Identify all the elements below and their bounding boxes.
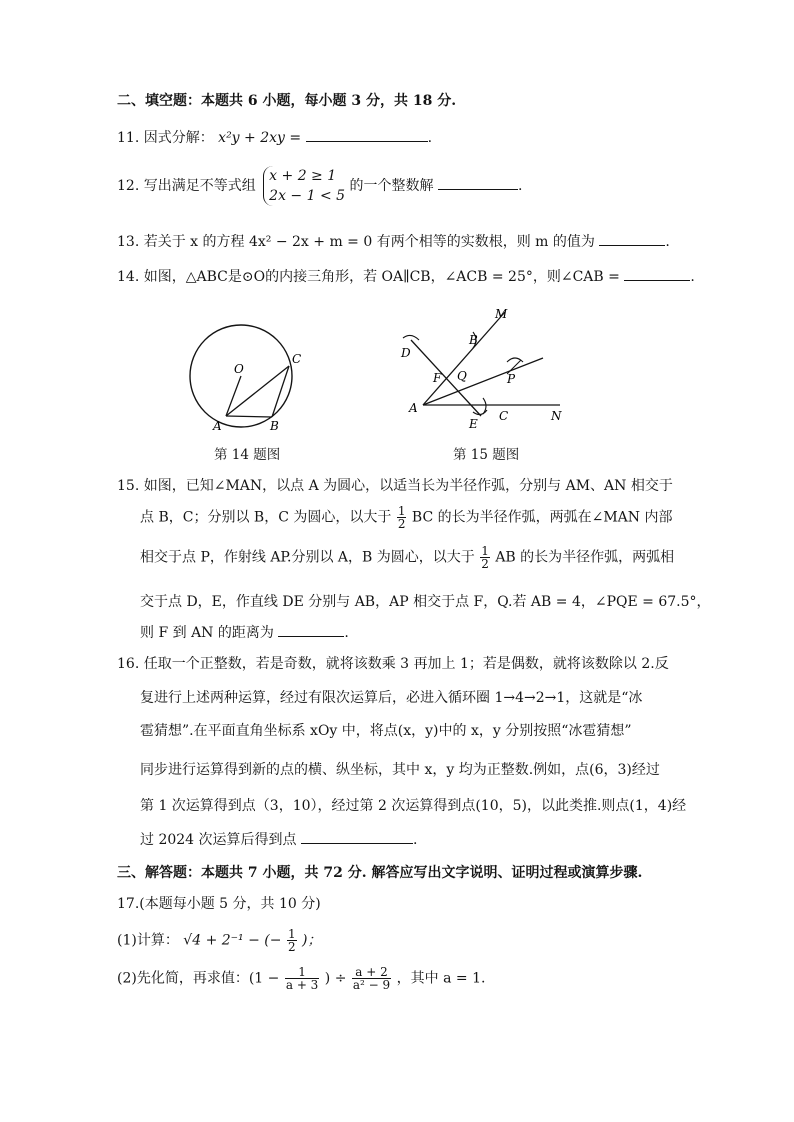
question-number: 11. <box>117 130 140 146</box>
period: . <box>344 625 349 641</box>
question-15-line-5 <box>140 622 349 642</box>
period: . <box>517 178 523 194</box>
question-15-line-3 <box>140 545 674 570</box>
segment-ab <box>226 416 272 417</box>
question-17-part-2 <box>117 966 485 991</box>
question-14 <box>117 266 695 286</box>
period: . <box>690 269 695 285</box>
label-a: A <box>213 419 222 433</box>
question-text: 则 F 到 AN 的距离为 <box>140 625 274 641</box>
question-number: 14. <box>117 269 140 285</box>
question-text-2: 的一个整数解 <box>349 178 434 194</box>
figure-15-caption: 第 15 题图 <box>453 447 520 463</box>
fraction-one-half: $\frac{1}{2}$ <box>287 927 296 954</box>
question-16-line-6 <box>140 829 417 849</box>
label-p: P <box>507 372 516 386</box>
label-c: C <box>292 352 302 366</box>
fraction-a-plus-2-over-a2-minus-9: $\frac{a + 2}{\text{a² − 9}}$ <box>352 965 391 992</box>
question-number: 15. <box>117 478 140 494</box>
inequality-system <box>263 166 345 206</box>
answer-blank[interactable] <box>624 266 690 281</box>
section-2-title: 二、填空题：本题共 6 小题，每小题 3 分，共 18 分. <box>117 93 457 109</box>
question-text: AB 的长为半径作弧，两弧相 <box>495 549 675 566</box>
period: . <box>427 130 433 146</box>
question-13 <box>117 231 670 251</box>
question-16-line-5: 第 1 次运算得到点（3，10），经过第 2 次运算得到点(10，5)，以此类推.则点(1，4)经 <box>140 798 687 814</box>
question-12 <box>117 166 522 206</box>
label-n: N <box>551 409 562 423</box>
answer-blank[interactable] <box>306 127 428 142</box>
answer-blank[interactable] <box>438 175 518 190</box>
question-text: 因式分解： <box>143 130 214 146</box>
question-text: 如图，已知∠MAN，以点 A 为圆心，以适当长为半径作弧，分别与 AM、AN 相交于 <box>143 478 673 494</box>
fraction-1-over-a-plus-3: $\frac{1}{a + 3}$ <box>285 965 319 992</box>
inequality-2: 2x − 1 < 5 <box>269 188 346 204</box>
fraction-one-half: $\frac{1}{2}$ <box>481 544 489 571</box>
question-number: 13. <box>117 234 140 250</box>
label-c: C <box>499 409 509 423</box>
question-16-line-2: 复进行上述两种运算，经过有限次运算后，必进入循环圈 1→4→2→1，这就是“冰 <box>140 690 643 706</box>
label-e: E <box>469 417 478 431</box>
label-d: D <box>401 346 411 360</box>
question-16-line-4: 同步进行运算得到新的点的横、纵坐标，其中 x，y 均为正整数.例如，点(6，3)经过 <box>140 762 660 778</box>
question-15-line-4: 交于点 D，E，作直线 DE 分别与 AB，AP 相交于点 F，Q.若 AB = 4，∠PQE = 67.5°， <box>140 594 711 610</box>
part-label: (1)计算： <box>117 932 179 949</box>
arc-mark-d <box>403 335 419 340</box>
question-17-header: 17.(本题每小题 5 分，共 10 分) <box>117 896 321 912</box>
question-11 <box>117 127 432 147</box>
section-3-title: 三、解答题：本题共 7 小题，共 72 分. 解答应写出文字说明、证明过程或演算步骤. <box>117 865 643 881</box>
period: . <box>412 832 418 848</box>
answer-blank[interactable] <box>278 622 344 637</box>
label-b: B <box>469 333 478 347</box>
divide-operator: ) ÷ <box>324 970 347 987</box>
label-a: A <box>409 401 418 415</box>
condition-text: ，其中 a = 1. <box>396 970 486 987</box>
question-16-line-1 <box>117 653 669 673</box>
question-number: 16. <box>117 656 140 672</box>
question-text: 若关于 x 的方程 4x² − 2x + m = 0 有两个相等的实数根，则 m 的值为 <box>143 234 595 250</box>
question-number: 12. <box>117 178 140 194</box>
figure-14-caption: 第 14 题图 <box>214 447 281 463</box>
period: . <box>665 234 670 250</box>
math-expression: x²y + 2xy = <box>218 130 302 146</box>
part-label: (2)先化简，再求值：(1 − <box>117 970 280 987</box>
math-expression-end: )； <box>302 932 322 949</box>
math-expression: √4 + 2⁻¹ − (− <box>183 932 282 949</box>
figure-15-construction-diagram <box>395 300 575 435</box>
inequality-1: x + 2 ≥ 1 <box>269 168 337 184</box>
question-text: 过 2024 次运算后得到点 <box>140 832 297 848</box>
answer-blank[interactable] <box>301 829 413 844</box>
label-q: Q <box>457 369 467 383</box>
question-text: 写出满足不等式组 <box>143 178 256 194</box>
question-text: BC 的长为半径作弧，两弧在∠MAN 内部 <box>411 509 673 526</box>
label-f: F <box>433 371 442 385</box>
fraction-one-half: $\frac{1}{2}$ <box>397 504 406 531</box>
question-15-line-2 <box>140 505 673 530</box>
question-15-line-1 <box>117 475 673 495</box>
question-text: 如图，△ABC是⊙O的内接三角形，若 OA∥CB，∠ACB = 25°，则∠CAB = <box>143 269 620 285</box>
answer-blank[interactable] <box>599 231 665 246</box>
figure-14-circle-diagram <box>180 318 320 438</box>
question-16-line-3: 雹猜想”.在平面直角坐标系 xOy 中，将点(x，y)中的 x，y 分别按照“冰雹猜想” <box>140 723 632 739</box>
ray-am <box>423 312 505 405</box>
question-17-part-1 <box>117 928 322 953</box>
question-text: 点 B，C；分别以 B，C 为圆心，以大于 <box>140 509 392 526</box>
label-b: B <box>270 419 279 433</box>
label-m: M <box>495 307 508 321</box>
question-text: 任取一个正整数，若是奇数，就将该数乘 3 再加上 1；若是偶数，就将该数除以 2.反 <box>143 656 669 672</box>
label-o: O <box>234 362 244 376</box>
question-text: 相交于点 P，作射线 AP.分别以 A，B 为圆心，以大于 <box>140 549 475 566</box>
